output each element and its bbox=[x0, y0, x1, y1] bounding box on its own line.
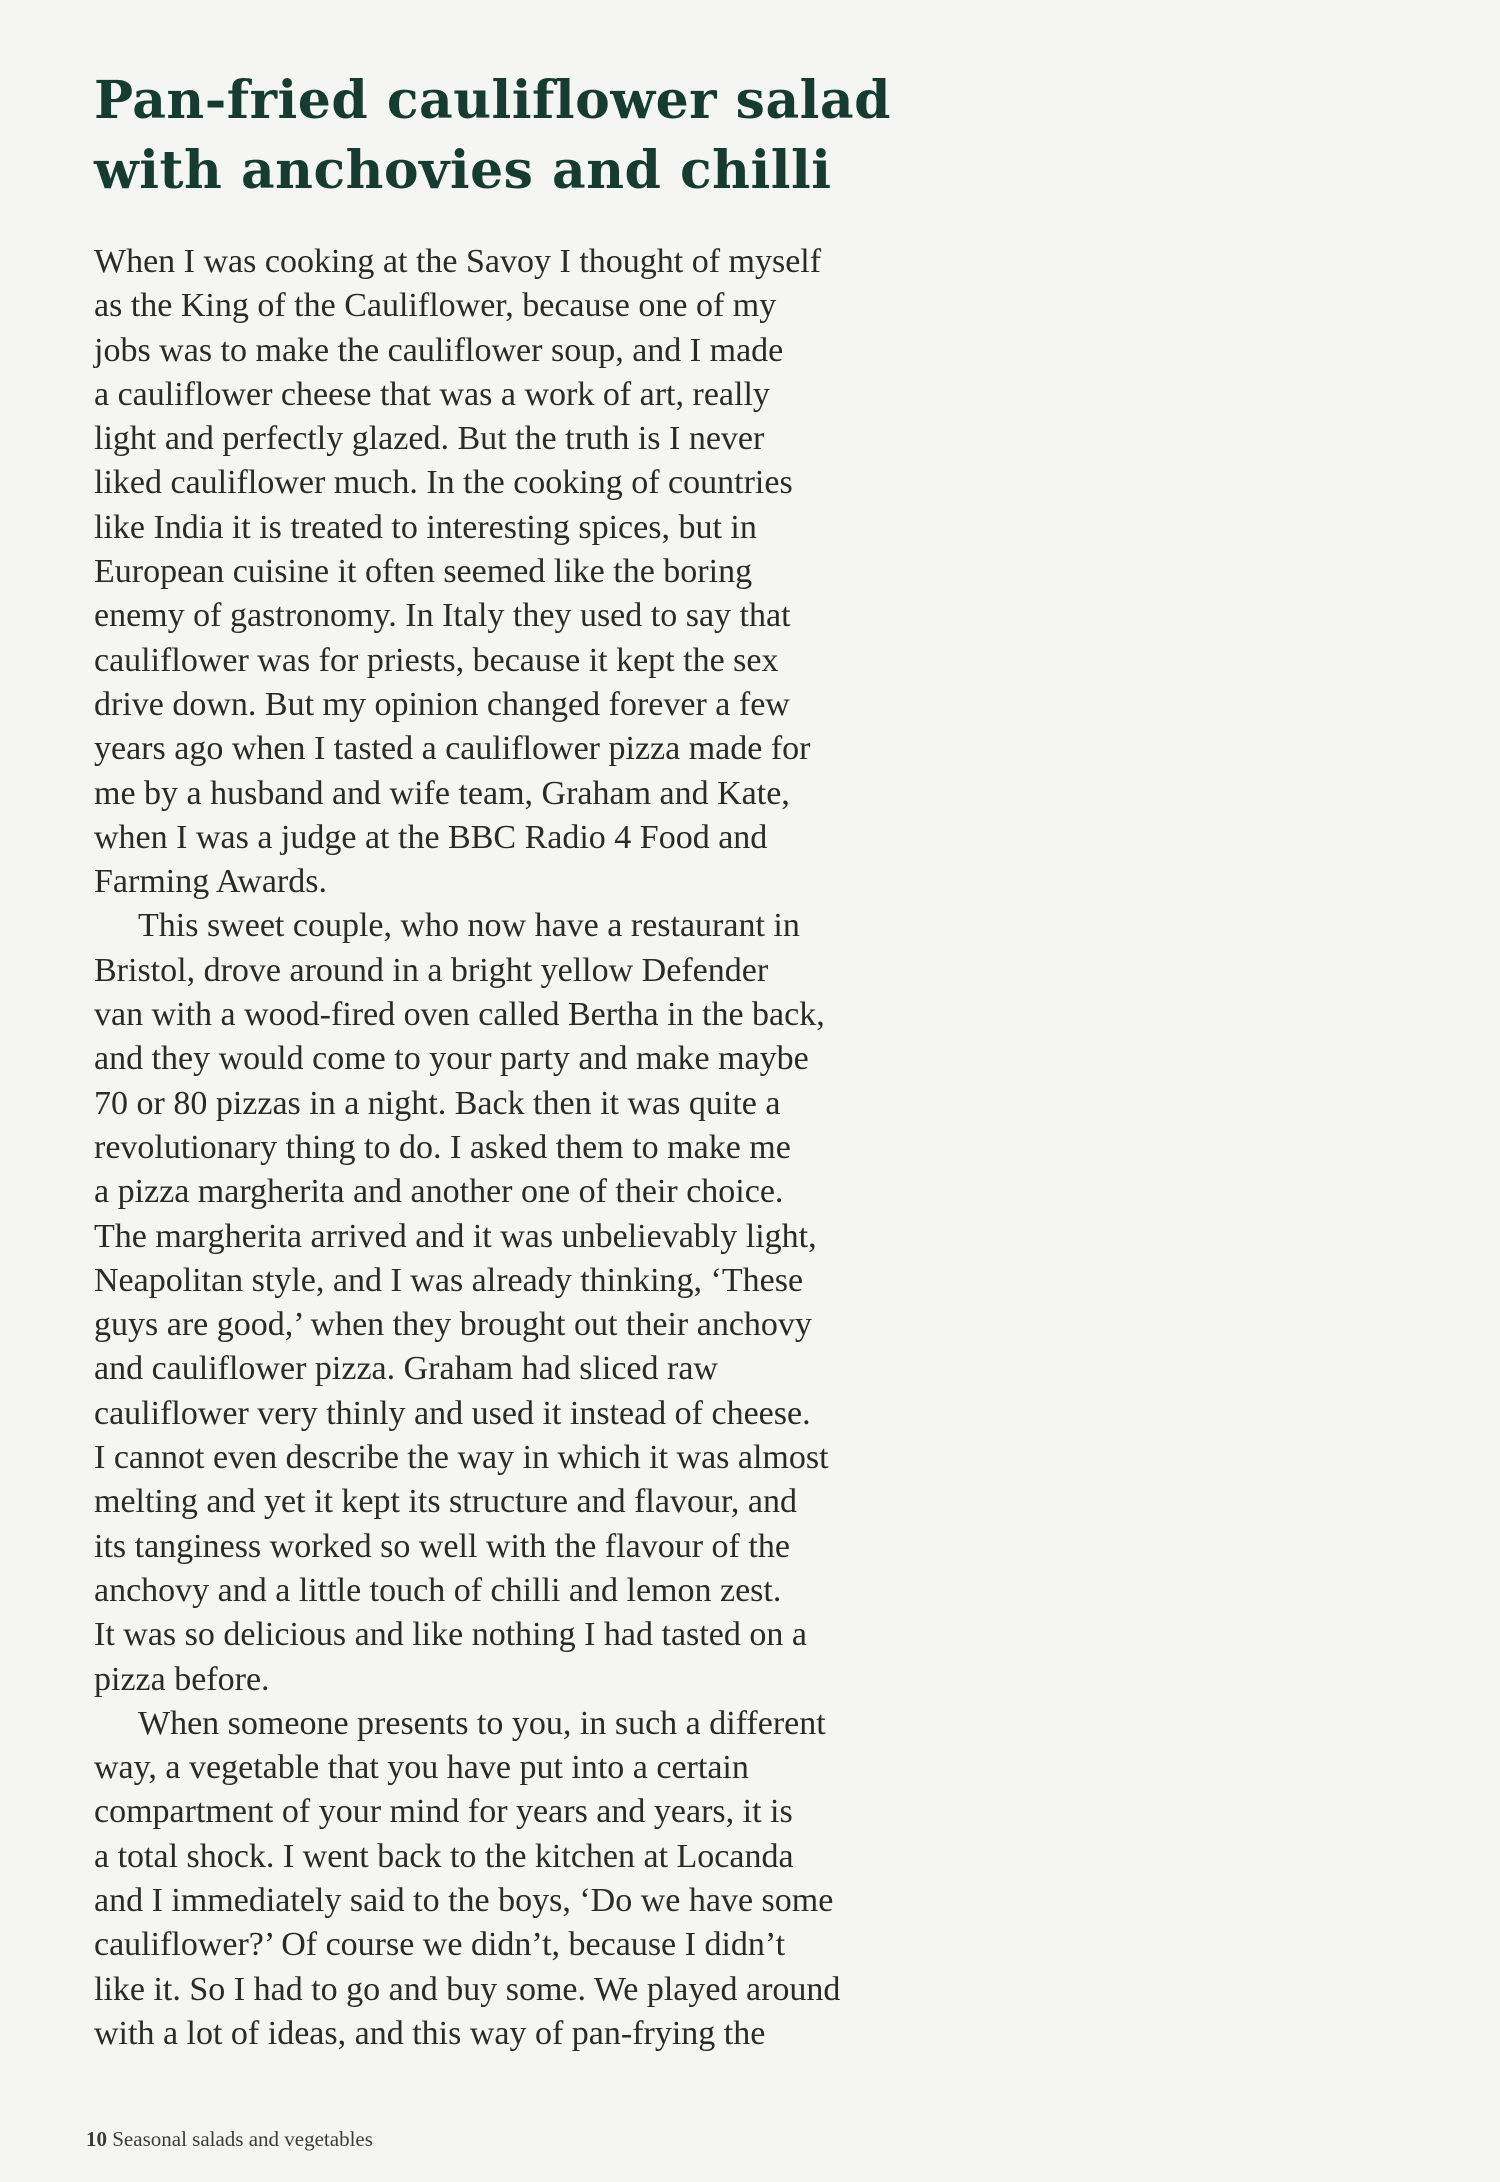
text-line: guys are good,’ when they brought out their anchovy bbox=[94, 1306, 812, 1344]
text-line: When someone presents to you, in such a different bbox=[138, 1704, 826, 1742]
text-line: cauliflower was for priests, because it kept the sex bbox=[94, 641, 779, 679]
text-line: as the King of the Cauliflower, because one of my bbox=[94, 287, 777, 325]
text-line: It was so delicious and like nothing I had tasted on a bbox=[94, 1616, 807, 1654]
text-line: like it. So I had to go and buy some. We played around bbox=[94, 1970, 841, 2008]
text-line: and cauliflower pizza. Graham had sliced raw bbox=[94, 1350, 718, 1388]
text-line: anchovy and a little touch of chilli and lemon zest. bbox=[94, 1571, 782, 1609]
text-line: revolutionary thing to do. I asked them to make me bbox=[94, 1128, 791, 1166]
text-line: a total shock. I went back to the kitchen at Locanda bbox=[94, 1837, 794, 1875]
text-line: a cauliflower cheese that was a work of art, really bbox=[94, 375, 770, 413]
text-line: a pizza margherita and another one of their choice. bbox=[94, 1173, 784, 1211]
text-line: drive down. But my opinion changed forever a few bbox=[94, 685, 790, 723]
text-line: This sweet couple, who now have a restaurant in bbox=[138, 907, 800, 945]
title-line: with anchovies and chilli bbox=[94, 140, 832, 201]
text-line: Bristol, drove around in a bright yellow Defender bbox=[94, 951, 769, 989]
text-line: with a lot of ideas, and this way of pan-frying the bbox=[94, 2014, 766, 2052]
text-line: melting and yet it kept its structure and flavour, and bbox=[94, 1483, 798, 1521]
text-line: Farming Awards. bbox=[94, 863, 327, 901]
text-line: when I was a judge at the BBC Radio 4 Food and bbox=[94, 818, 768, 856]
text-line: compartment of your mind for years and years, it is bbox=[94, 1793, 793, 1831]
page-number: 10 bbox=[86, 2127, 107, 2151]
text-line: liked cauliflower much. In the cooking of countries bbox=[94, 464, 793, 502]
text-line: its tanginess worked so well with the flavour of the bbox=[94, 1527, 790, 1565]
text-line: and I immediately said to the boys, ‘Do we have some bbox=[94, 1881, 834, 1919]
text-line: and they would come to your party and make maybe bbox=[94, 1040, 809, 1078]
recipe-title bbox=[94, 66, 1194, 206]
text-line: me by a husband and wife team, Graham and Kate, bbox=[94, 774, 790, 812]
text-line: When I was cooking at the Savoy I thought of myself bbox=[94, 243, 822, 280]
page-footer bbox=[86, 2124, 373, 2154]
text-line: way, a vegetable that you have put into a certain bbox=[94, 1749, 749, 1787]
text-line: like India it is treated to interesting spices, but in bbox=[94, 508, 757, 546]
text-line: jobs was to make the cauliflower soup, and I made bbox=[94, 331, 784, 369]
text-line: years ago when I tasted a cauliflower pizza made for bbox=[94, 730, 811, 768]
text-line: 70 or 80 pizzas in a night. Back then it was quite a bbox=[94, 1084, 781, 1122]
text-line: European cuisine it often seemed like the boring bbox=[94, 553, 753, 591]
section-name: Seasonal salads and vegetables bbox=[112, 2127, 373, 2151]
paragraph-1 bbox=[94, 240, 974, 904]
paragraph-3 bbox=[94, 1702, 974, 2056]
text-line: cauliflower?’ Of course we didn’t, because I didn’t bbox=[94, 1926, 786, 1964]
intro-text bbox=[94, 240, 974, 2056]
text-line: I cannot even describe the way in which it was almost bbox=[94, 1439, 829, 1477]
title-line: Pan-fried cauliflower salad bbox=[94, 70, 891, 131]
text-line: light and perfectly glazed. But the truth is I never bbox=[94, 420, 765, 458]
text-line: The margherita arrived and it was unbelievably light, bbox=[94, 1217, 817, 1255]
text-line: Neapolitan style, and I was already thinking, ‘These bbox=[94, 1261, 804, 1299]
text-line: cauliflower very thinly and used it instead of cheese. bbox=[94, 1394, 811, 1432]
text-line: pizza before. bbox=[94, 1660, 270, 1698]
text-line: van with a wood-fired oven called Bertha in the back, bbox=[94, 996, 825, 1034]
paragraph-2 bbox=[94, 904, 974, 1701]
text-line: enemy of gastronomy. In Italy they used to say that bbox=[94, 597, 791, 635]
